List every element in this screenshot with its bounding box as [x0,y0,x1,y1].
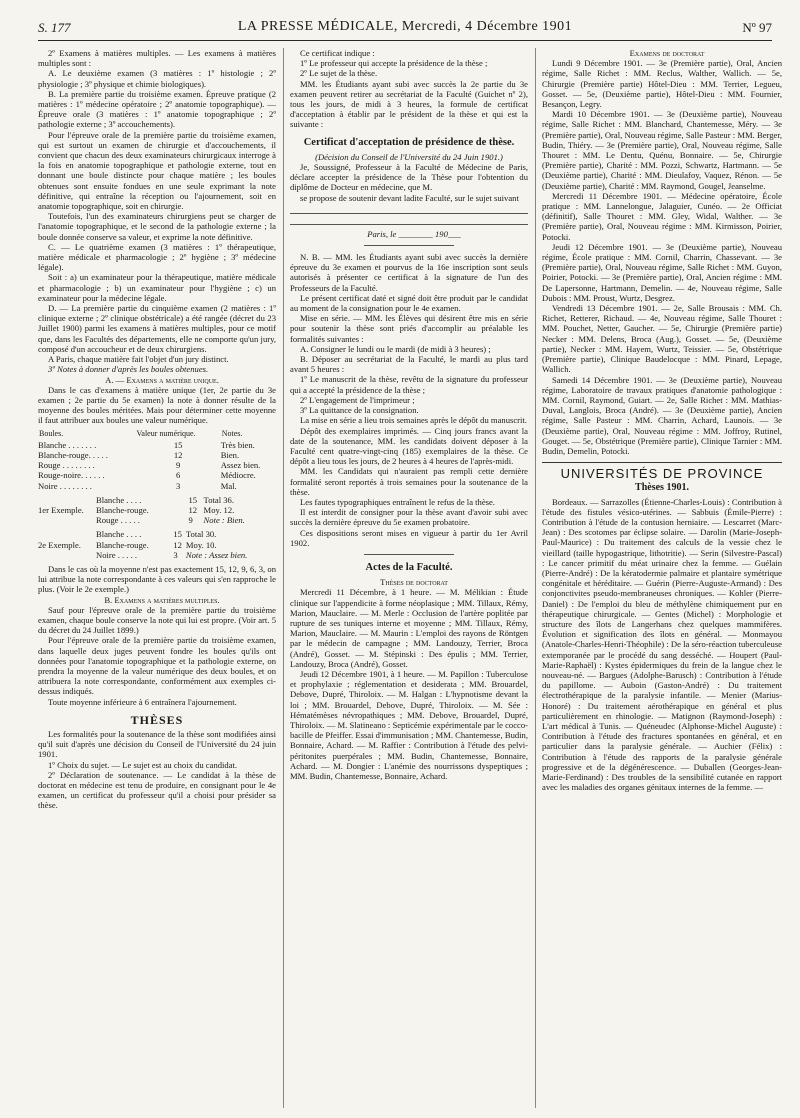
paragraph: 2º Le sujet de la thèse. [300,68,378,79]
paragraph: Il est interdit de consigner pour la thèse avant d'avoir subi avec succès la dernière épreuve du 5e examen probatoire. [290,507,528,528]
paragraph: Jeudi 12 Décembre 1901. — 3e (Deuxième partie), Nouveau régime, École pratique : MM. Cornil, Charrin, Chassevant. — 3e (Première partie), Oral, Nouveau régime, Salle Richet : MM. Guyon, Poirier, Potocki. — 3e (Première partie), Oral, Ancien régime : MM. De Lapersonne, Hartmann, Demelin. — 4e, Nouveau régime, Salle Dubois : MM. Proust, Wurtz, Desgrez. [542,241,782,303]
table-header: Valeur numérique. [136,428,196,438]
paragraph: Bordeaux. — Sarrazolles (Étienne-Charles-Louis) : Contribution à l'étude des fistules vésico-utérines. — Sabbuis (Émile-Pierre) : Contribution à l'étude de la contusion herniaire. — Lescarret (Marc-Jean) : Des scotomes par éclipse solaire. — Darolin (Marie-Joseph-Paul-Maurice) : Du traitement des calculs de la vessie chez le vieillard (taille hypogastrique, lithotritie). — Serin (Silvestre-Pascal) : Le cancer primitif du méat urinaire chez la femme. — Guélain (Pierre-André) : De la kératodermie palmaire et plantaire symétrique congénitale et héréditaire. — Guérin (Pierre-Auguste-Armand) : Des conjonctivites pseudo-membraneuses chroniques. — Kohler (Pierre-Daniel) : De l'emploi du bleu de méthylène chimiquement pur en thérapeutique chirurgicale. — Gentes (Michel) : Morphologie et structure des îlots de Langerhans chez quelques mammifères. Évolution et signification des îlots en général. — Monmayou (Anatole-Charles-Henri-Théophile) : De la séro-réaction tuberculeuse extemporanée par le procédé du sang desséché. — Houpert (Paul-Marie-Raphaël) : Kystes épidermiques du frein de la langue chez le nouveau-né. — Bargues (Adolphe-Barusch) : Contribution à l'étude du papillome. — Auboin (Gaston-André) : Du traitement électrothérapique de la paralysie infantile. — Menier (Marius-Honoré) : Du traitement aérothérapique en général et plus particulièrement en rhinologie. — Matignon (Raymond-Joseph) : L'art médical à Tunis. — Quéneudec (Alphonse-Michel Auguste) : Contribution à l'étude des fractures spontanées en général, et en particulier dans la paralysie générale. — Auchier (Félix) : Contribution à l'étude des rapports de la paralysie générale progressive et de la dégénérescence. — Duballen (Georges-Jean-Marie-Ferdinand) : Des troubles de la sensibilité cutanée en rapport avec les maladies des organes génitaux internes de la femme. — [542,496,782,793]
paragraph: Soit : a) un examinateur pour la thérapeutique, matière médicale et pharmacologie ; b) un examinateur pour l'hygiène ; c) un examinateur pour la médecine légale. [38,272,276,303]
column-1 [38,48,276,1110]
table-cell: 12 [173,539,182,550]
paragraph: B. La première partie du troisième examen. Épreuve pratique (2 matières : 1º médecine opératoire ; 2º anatomie topographique). — Épreuve orale (3 matières : 1º anatomie topographique ; 2º pathologie externe ; 3º accouchements). [38,88,276,130]
section-title-universites: UNIVERSITÉS DE PROVINCE [542,462,782,479]
table-cell: Rouge-noire. . . . . . [38,470,105,481]
table-cell: 6 [175,470,181,481]
section-title-actes: Actes de la Faculté. [365,561,453,573]
table-cell: Noire . . . . . [96,549,138,560]
paragraph: Mardi 10 Décembre 1901. — 3e (Deuxième partie), Nouveau régime, Salle Richet : MM. Blanchard, Chantemesse, Méry. — 3e (Première partie), Oral, Nouveau régime, Salle Pasteur : MM. Berger, Budin, Thiéry. — 3e (Première partie), Oral, Nouveau régime, Salle Thouret : MM. Le Dentu, Quénu, Bonnaire. — 5e, Chirurgie (Première partie), Charité : MM. Pozzi, Schwartz, Hartmann. — 5e (Deuxième partie), Charité : MM. Dieulafoy, Vaquez, Rénon. — 5e (Deuxième partie), Charité : MM. Raymond, Gougel, Jeanselme. [542,109,782,191]
subsection-heading: Examens de doctorat [629,48,705,58]
paragraph: 3º Notes à donner d'après les boules obtenues. [48,364,209,375]
paragraph: Sauf pour l'épreuve orale de la première partie du troisième examen, chaque boule conserve la note qui lui est propre. (Voir art. 5 du décret du 24 Juillet 1899.) [38,604,276,636]
certificate-title: Certificat d'acceptation de présidence de thèse. [303,136,515,148]
section-title-theses: THÈSES [130,712,184,727]
certificate-subtitle: (Décision du Conseil de l'Université du 24 Juin 1901.) [315,151,503,162]
paragraph: N. B. — MM. les Étudiants ayant subi avec succès la dernière épreuve du 3e examen et pourvus de la 16e inscription sont seuls autorisés à présenter ce certificat à la signature de l'un des Professeurs de la Faculté. [290,252,528,293]
example-1-table [38,495,276,526]
paragraph: Toutefois, l'un des examinateurs chirurgiens peut se charger de l'anatomie topographique, et le second de la pathologie externe ; la boule donnée conserve sa valeur, et exprime la note définitive. [38,211,276,242]
table-cell: Blanche . . . . . . . [38,439,97,450]
table-header: Boules. [39,428,64,438]
paragraph: A Paris, chaque matière fait l'objet d'un jury distinct. [48,354,229,365]
page-number-left: S. 177 [38,20,71,35]
column-rule [283,48,284,1108]
paragraph: Vendredi 13 Décembre 1901. — 2e, Salle Brousais : MM. Ch. Richet, Retterer, Richaud. — 4e, Nouveau régime, Salle Thouret : MM. Pouchet, Netter, Gaucher. — 5e, Chirurgie (Première partie) Necker : MM. Delens, Broca (Aug.), Gosset. — 5e, (Deuxième partie), Necker : MM. Hayem, Wurtz, Teissier. — 5e, Obstétrique (Première partie), Clinique Baudelocque : MM. Pinard, Lepage, Wallich. [542,303,782,375]
paragraph: MM. les Étudiants ayant subi avec succès la 2e partie du 3e examen peuvent retirer au secrétariat de la Faculté (Guichet nº 2), tous les jours, de midi à 3 heures, la formule de certificat d'acceptation à établir par le président de la thèse et qui est la suivante : [290,78,528,130]
subsection-heading-theses: Thèses 1901. [635,482,689,494]
paragraph: Je, Soussigné, Professeur à la Faculté de Médecine de Paris, déclare accepter la présidence de la Thèse pour l'obtention du diplôme de Docteur en médecine, que M. [290,162,528,193]
table-cell: 12 [173,449,183,460]
table-cell: 3 [175,480,181,491]
table-row [38,470,276,480]
paragraph: 1º Choix du sujet. — Le sujet est au choix du candidat. [48,759,238,770]
table-cell: 12 [188,504,198,515]
table-row [38,481,276,491]
table-cell: Noire . . . . . . . . [38,480,92,491]
paragraph: 2º Examens à matières multiples. — Les examens à matières multiples sont : [38,48,276,69]
table-cell: 15 [173,529,182,540]
subsection-heading: A. — Examens a matière unique. [105,374,219,385]
table-row [38,529,276,539]
paragraph: 2º Déclaration de soutenance. — Le candidat à la thèse de doctorat en médecine est tenu de produire, en consignant pour le 4e examen, un certificat du professeur qu'il a choisi pour présider sa thèse. [38,769,276,811]
paragraph: Dans le cas où la moyenne n'est pas exactement 15, 12, 9, 6, 3, on lui attribue la note correspondante à ces valeurs qui s'en rapproche le plus. (Voir le 2e exemple.) [38,563,276,595]
column-2 [290,48,528,1110]
paragraph: 3º La quittance de la consignation. [300,405,419,416]
boules-table [38,428,276,491]
paragraph: 1º Le professeur qui accepte la présidence de la thèse ; [300,58,488,69]
paragraph: Samedi 14 Décembre 1901. — 3e (Deuxième partie), Nouveau régime, Laboratoire de travaux pratiques d'anatomie pathologique : MM. Cornil, Raymond, Guiart. — 2e, Salle Richet : MM. Mathias-Duval, Langlois, Broca (André). — 3e (Deuxième partie), Ancien régime, Salle Pasteur : MM. Charrin, Achard, Launois. — 3e (Deuxième partie), Oral, Nouveau régime : MM. Joffroy, Rutinel, Gouget. — 5e, Obstétrique (Première partie), Clinique Tarnier : MM. Budin, Demelin, Potocki. [542,374,782,456]
paragraph: MM. les Candidats qui n'auraient pas rempli cette dernière formalité seront reportés à trois semaines pour la soutenance de la thèse. [290,466,528,497]
paragraph: Dans le cas d'examens à matière unique (1er, 2e partie du 3e examen ; 2e partie du 5e examen) la note à donner résulte de la moyenne des boules méritées. Mais pour déterminer cette moyenne il faut attribuer aux boules une valeur numérique. [38,384,276,426]
paragraph: Les fautes typographiques entraînent le refus de la thèse. [300,496,495,507]
table-header: Notes. [221,428,243,438]
table-cell: Blanche . . . . [96,529,142,540]
table-row [38,440,276,450]
paragraph: Dépôt des exemplaires imprimés. — Cinq jours francs avant la date de la soutenance, MM. les candidats doivent déposer à la Faculté cent quatre-vingt-cinq (185) exemplaires de la thèse. Ce dépôt a lieu tous les jours, de 2 heures à 4 heures de l'après-midi. [290,425,528,467]
blank-line [290,218,528,225]
paragraph: B. Déposer au secrétariat de la Faculté, le mardi au plus tard avant 5 heures : [290,354,528,375]
table-cell: 9 [188,515,193,526]
example-2-table [38,529,276,560]
paragraph: Pour l'épreuve orale de la première partie du troisième examen, qui est surtout un examen de chirurgie et d'accouchements, il convient que chacun des deux examinateurs chirurgicaux interroge à la fois en anatomie topographique et pathologie externe, tout en donnant une boule distincte pour chaque matière ; les boules obtenues sont ensuite fondues en une seule exprimant la note définitive, qui entraîne la réception ou l'ajournement, soit en anatomie topographique, soit en chirurgie. [38,129,276,212]
table-cell: Moy. 10. [185,539,217,550]
paragraph: La mise en série a lieu trois semaines après le dépôt du manuscrit. [300,415,527,426]
paragraph: Mise en série. — MM. les Élèves qui désirent être mis en série pour soutenir la thèse sont priés d'accomplir au préalable les formalités suivantes : [290,313,528,344]
table-cell: Blanche . . . . [96,494,142,505]
paragraph: 2º L'engagement de l'imprimeur ; [300,394,415,405]
table-cell: Blanche-rouge. [96,539,149,550]
issue-number: Nº 97 [742,20,772,35]
table-cell: Médiocre. [220,470,256,481]
paragraph: Les formalités pour la soutenance de la thèse sont modifiées ainsi qu'il suit d'après une décision du Conseil de l'Université du 24 juin 1901. [38,729,276,760]
column-3 [542,48,782,1110]
paragraph: Jeudi 12 Décembre 1901, à 1 heure. — M. Papillon : Tuberculose et prophylaxie ; réglementation et desiderata ; MM. Brouardel, Debove, Dupré, Thiroloix. — M. Halgan : L'hypnotisme devant la loi ; MM. Brouardel, Debove, Dupré, Thiroloix. — M. Sée : Hématémèses névropathiques ; MM. Debove, Brouardel, Dupré, Thiroloix. — M. Slatineano : Septicémie expérimentale par le cocco-bacille de Pfeiffer. Essai d'immunisation ; MM. Chantemesse, Budin, Bonnaire, Achard. — M. Raffier : Contribution à l'étude des pelvi-péritonites puerpérales ; MM. Budin, Chantemesse, Bonnaire, Achard. — M. Dongier : L'anémie des nourrissons dyspeptiques ; MM. Budin, Chantemesse, Bonnaire, Achard. [290,668,528,781]
paragraph: Pour l'épreuve orale de la première partie du troisième examen, dans laquelle deux juges peuvent fondre les boules qu'ils ont données pour l'anatomie topographique et la pathologie externe, on prendra la moyenne de la valeur numérique des deux boules, et on attribuera la note correspondante, conformément aux exemples ci-dessus indiqués. [38,635,276,697]
table-cell: Rouge . . . . . [96,515,140,526]
subsection-heading: Thèses de doctorat [380,577,448,588]
publication-title: LA PRESSE MÉDICALE, Mercredi, 4 Décembre 1901 [237,19,573,34]
paragraph: Toute moyenne inférieure à 6 entraînera l'ajournement. [48,696,237,707]
paragraph: Ce certificat indique : [300,48,375,58]
table-cell: 15 [188,494,198,505]
paragraph: Mercredi 11 Décembre 1901. — Médecine opératoire, École pratique : MM. Lannelongue, Jalaguier, Cunéo. — 2e Officiat (définitif), Salle Thouret : MM. Gley, Widal, Walther. — 3e (Première partie), Oral, Nouveau régime : MM. Kirmisson, Poirier, Potocki. [542,190,782,242]
paragraph: A. Consigner le lundi ou le mardi (de midi à 3 heures) ; [300,343,491,354]
table-cell: 15 [173,439,183,450]
table-cell: Moy. 12. [203,504,235,515]
divider [364,554,454,555]
paragraph: se propose de soutenir devant ladite Faculté, sur le sujet suivant [300,192,519,203]
table-cell: Blanche-rouge. . . . . [38,449,108,460]
paragraph: Le présent certificat daté et signé doit être produit par le candidat au moment de la consignation pour le 4e examen. [290,292,528,314]
paragraph: Mercredi 11 Décembre, à 1 heure. — M. Mélikian : Étude clinique sur l'appendicite à forme néoplasique ; MM. Tillaux, Rémy, Marion, Mauclaire. — M. Merle : Occlusion de l'artère poplitée par rupture de ses tuniques interne et moyenne ; MM. Tillaux, Rémy, Marion, Mauclaire. — M. Maurin : L'emploi des rayons de Röntgen par le médecin de campagne ; MM. Landouzy, Terrier, Broca (André), Gosset. — M. Stépinski : Des épulis ; MM. Terrier, Landouzy, Broca (André), Gosset. [290,587,528,669]
table-cell: Bien. [220,449,240,460]
paragraph: A. Le deuxième examen (3 matières : 1º histologie ; 2º physiologie ; 3º physique et chimie biologiques). [38,68,276,89]
table-cell: 3 [173,549,178,560]
table-cell: Total 36. [203,494,234,505]
divider [364,245,454,246]
paragraph: Ces dispositions seront mises en vigueur à partir du 1er Avril 1902. [290,527,528,548]
subsection-heading: B. Examens a matières multiples. [104,594,220,605]
example-label: 1er Exemple. [38,504,84,515]
table-cell: Assez bien. [220,460,261,471]
table-row [38,495,276,505]
table-cell: 9 [175,460,181,471]
blank-line [290,207,528,214]
table-cell: Total 30. [185,529,217,540]
paragraph: Lundi 9 Décembre 1901. — 3e (Première partie), Oral, Ancien régime, Salle Richet : MM. Reclus, Walther, Wallich. — 5e, Chirurgie (Première partie) Hôtel-Dieu : MM. Terrier, Legueu, Gosset. — 5e, (Deuxième partie), Hôtel-Dieu : MM. Fournier, Besançon, Legry. [542,58,782,110]
column-rule [535,48,536,1108]
signature-date: Paris, le ________ 190___ [367,228,461,239]
paragraph: D. — La première partie du cinquième examen (2 matières : 1º clinique externe ; 2º clinique obstétricale) a été rangée (décret du 23 Juillet 1900) parmi les examens à matières multiples, pour ce motif que, dans les Facultés des départements, elle ne comporte qu'un jury, composé d'un accoucheur et de deux chirurgiens. [38,303,276,354]
table-row [38,460,276,470]
example-label: 2e Exemple. [38,539,81,550]
table-row [38,450,276,460]
paragraph: C. — Le quatrième examen (3 matières : 1º thérapeutique, matière médicale et pharmacologie ; 2º hygiène ; 3º médecine légale). [38,241,276,273]
table-cell: Rouge . . . . . . . . [38,460,95,471]
page-header [38,14,772,41]
table-cell: Note : Bien. [203,515,245,526]
table-cell: Note : Assez bien. [185,549,248,560]
table-cell: Très bien. [220,439,255,450]
table-cell: Blanche-rouge. [96,504,149,515]
paragraph: 1º Le manuscrit de la thèse, revêtu de la signature du professeur qui a accepté la présidence de la thèse ; [290,374,528,395]
table-cell: Mal. [220,480,237,491]
